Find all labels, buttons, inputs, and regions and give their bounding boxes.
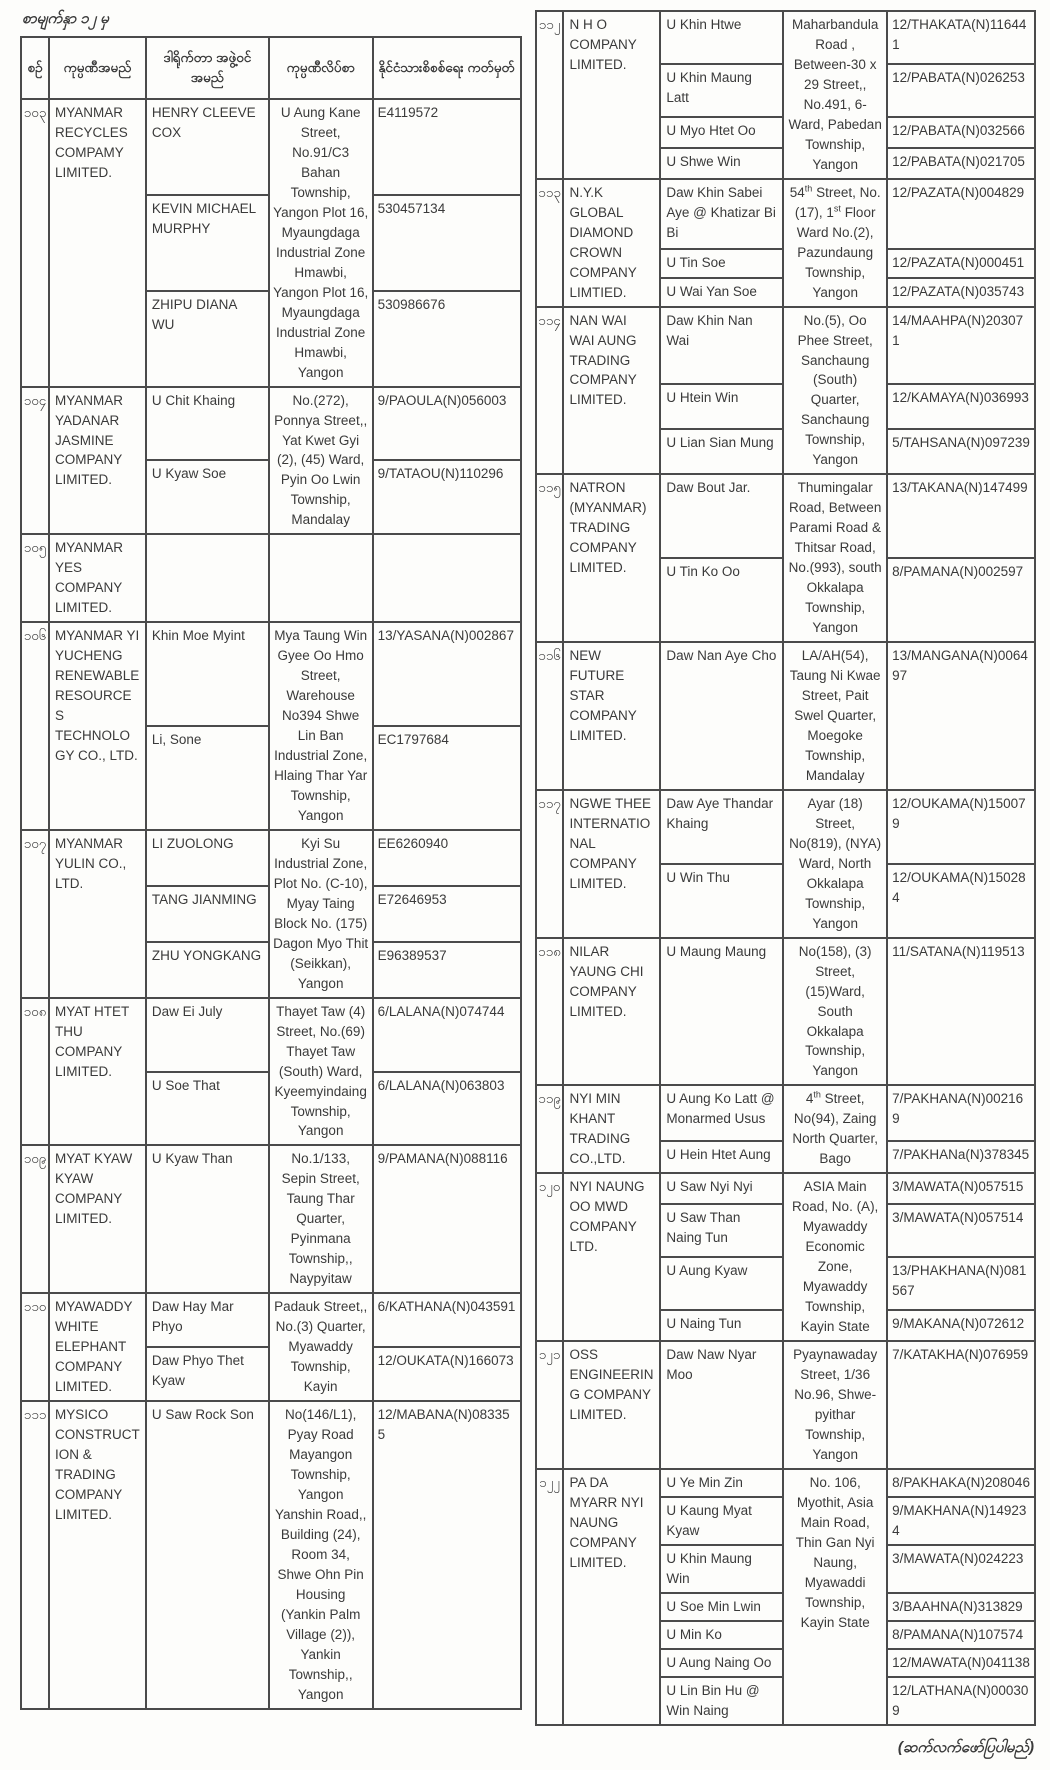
director-name: LI ZUOLONG — [146, 830, 269, 886]
company-name: MYANMAR YULIN CO., LTD. — [49, 830, 146, 998]
row-serial-number: ၁၁၃ — [536, 179, 564, 307]
nrc-number: 9/PAMANA(N)088116 — [373, 1145, 521, 1293]
company-name: NATRON (MYANMAR) TRADING COMPANY LIMITED. — [563, 474, 660, 642]
company-address: Mya Taung Win Gyee Oo Hmo Street, Warehouse No394 Shwe Lin Ban Industrial Zone, Hlaing Thar Yar Township, Yangon — [269, 622, 373, 830]
company-row — [21, 622, 521, 726]
company-address: LA/AH(54), Taung Ni Kwae Street, Pait Swel Quarter, Moegoke Township, Mandalay — [783, 642, 887, 790]
director-name: U Lian Sian Mung — [660, 429, 783, 474]
nrc-number: EE6260940 — [373, 830, 521, 886]
director-name: Daw Aye Thandar Khaing — [660, 790, 783, 864]
company-address: No. 106, Myothit, Asia Main Road, Thin Gan Nyi Naung, Myawaddi Township, Kayin State — [783, 1469, 887, 1725]
nrc-number: 13/MANGANA(N)006497 — [887, 642, 1035, 790]
nrc-number: 12/PAZATA(N)000451 — [887, 249, 1035, 278]
company-name: NAN WAI WAI AUNG TRADING COMPANY LIMITED. — [563, 307, 660, 475]
nrc-number: 530986676 — [373, 291, 521, 387]
company-name: MYANMAR YES COMPANY LIMITED. — [49, 534, 146, 622]
company-name: N H O COMPANY LIMITED. — [563, 11, 660, 179]
company-row — [536, 1085, 1036, 1140]
header-nrc-number: နိုင်ငံသားစိစစ်ရေး ကတ်မှတ် — [373, 37, 521, 99]
company-address: No.(272), Ponnya Street,, Yat Kwet Gyi (2), (45) Ward, Pyin Oo Lwin Township, Mandalay — [269, 387, 373, 535]
right-page-column — [535, 4, 1037, 1760]
director-name: U Saw Nyi Nyi — [660, 1173, 783, 1204]
nrc-number: 12/OUKAMA(N)150079 — [887, 790, 1035, 864]
nrc-number: 530457134 — [373, 195, 521, 291]
company-address: ASIA Main Road, No. (A), Myawaddy Economic Zone, Myawaddy Township, Kayin State — [783, 1173, 887, 1341]
company-address — [269, 534, 373, 622]
nrc-number: 6/LALANA(N)063803 — [373, 1072, 521, 1146]
company-table-right — [535, 10, 1037, 1726]
company-address: Ayar (18) Street, No(819), (NYA) Ward, North Okkalapa Township, Yangon — [783, 790, 887, 938]
nrc-number: 3/MAWATA(N)057514 — [887, 1204, 1035, 1257]
nrc-number: 12/PAZATA(N)004829 — [887, 179, 1035, 249]
director-name: U Htein Win — [660, 384, 783, 429]
header-company-address: ကုမ္ပဏီလိပ်စာ — [269, 37, 373, 99]
director-name: U Kyaw Than — [146, 1145, 269, 1293]
nrc-number: 14/MAAHPA(N)203071 — [887, 307, 1035, 384]
header-director-names: ဒါရိုက်တာ အဖွဲ့ဝင်အမည် — [146, 37, 269, 99]
row-serial-number: ၁၀၇ — [21, 830, 49, 998]
director-name: Daw Naw Nyar Moo — [660, 1341, 783, 1469]
nrc-number: 9/TATAOU(N)110296 — [373, 460, 521, 534]
director-name: U Wai Yan Soe — [660, 278, 783, 307]
nrc-number: 7/PAKHANa(N)378345 — [887, 1141, 1035, 1173]
director-name: Daw Hay Mar Phyo — [146, 1293, 269, 1347]
nrc-number: 9/MAKANA(N)072612 — [887, 1310, 1035, 1341]
header-serial-no: စဉ် — [21, 37, 49, 99]
company-row — [536, 790, 1036, 864]
nrc-number: E4119572 — [373, 99, 521, 195]
company-row — [21, 830, 521, 886]
nrc-number: 13/TAKANA(N)147499 — [887, 474, 1035, 558]
nrc-number: 12/KAMAYA(N)036993 — [887, 384, 1035, 429]
nrc-number: 11/SATANA(N)119513 — [887, 938, 1035, 1086]
nrc-number: 6/LALANA(N)074744 — [373, 998, 521, 1072]
director-name: Daw Bout Jar. — [660, 474, 783, 558]
nrc-number — [373, 534, 521, 622]
director-name: U Maung Maung — [660, 938, 783, 1086]
company-row — [536, 642, 1036, 790]
nrc-number: 12/PAZATA(N)035743 — [887, 278, 1035, 307]
row-serial-number: ၁၁၄ — [536, 307, 564, 475]
director-name: U Myo Htet Oo — [660, 117, 783, 148]
company-address: Kyi Su Industrial Zone, Plot No. (C-10), Myay Taing Block No. (175) Dagon Myo Thit (Seikkan), Yangon — [269, 830, 373, 998]
company-row — [21, 1145, 521, 1293]
nrc-number: 6/KATHANA(N)043591 — [373, 1293, 521, 1347]
nrc-number: 12/MAWATA(N)041138 — [887, 1649, 1035, 1677]
director-name: U Saw Than Naing Tun — [660, 1204, 783, 1257]
director-name: Daw Khin Nan Wai — [660, 307, 783, 384]
company-row — [21, 99, 521, 195]
company-name: NEW FUTURE STAR COMPANY LIMITED. — [563, 642, 660, 790]
company-name: NGWE THEE INTERNATIONAL COMPANY LIMITED. — [563, 790, 660, 938]
company-address: Padauk Street,, No.(3) Quarter, Myawaddy Township, Kayin — [269, 1293, 373, 1401]
row-serial-number: ၁၂၀ — [536, 1173, 564, 1341]
company-address: No(158), (3) Street, (15)Ward, South Okkalapa Township, Yangon — [783, 938, 887, 1086]
director-name: Daw Nan Aye Cho — [660, 642, 783, 790]
row-serial-number: ၁၁၉ — [536, 1085, 564, 1173]
row-serial-number: ၁၂၂ — [536, 1469, 564, 1725]
row-serial-number: ၁၁၁ — [21, 1401, 49, 1709]
director-name: HENRY CLEEVE COX — [146, 99, 269, 195]
row-serial-number: ၁၁၂ — [536, 11, 564, 179]
company-name: MYANMAR RECYCLES COMPAMY LIMITED. — [49, 99, 146, 387]
director-name: U Khin Maung Latt — [660, 64, 783, 117]
row-serial-number: ၁၁၇ — [536, 790, 564, 938]
company-address: 4th Street, No(94), Zaing North Quarter, Bago — [783, 1085, 887, 1173]
company-address: U Aung Kane Street, No.91/C3 Bahan Township, Yangon Plot 16, Myaungdaga Industrial Zone Hmawbi, Yangon Plot 16, Myaungdaga Industrial Zone Hmawbi, Yangon — [269, 99, 373, 387]
company-table-left — [20, 36, 522, 1710]
row-serial-number: ၁၀၃ — [21, 99, 49, 387]
director-name: U Aung Kyaw — [660, 1257, 783, 1310]
row-serial-number: ၁၁၈ — [536, 938, 564, 1086]
company-name: OSS ENGINEERING COMPANY LIMITED. — [563, 1341, 660, 1469]
nrc-number: 13/YASANA(N)002867 — [373, 622, 521, 726]
director-name: U Shwe Win — [660, 148, 783, 179]
director-name: Khin Moe Myint — [146, 622, 269, 726]
company-name: N.Y.K GLOBAL DIAMOND CROWN COMPANY LIMTIED. — [563, 179, 660, 307]
director-name: U Kaung Myat Kyaw — [660, 1497, 783, 1545]
director-name: Li, Sone — [146, 726, 269, 830]
company-address: No(146/L1), Pyay Road Mayangon Township, Yangon Yanshin Road,, Building (24), Room 34, Shwe Ohn Pin Housing (Yankin Palm Village (2)), Yankin Township,, Yangon — [269, 1401, 373, 1709]
company-address: No.(5), Oo Phee Street, Sanchaung (South) Quarter, Sanchaung Township, Yangon — [783, 307, 887, 475]
director-name: U Naing Tun — [660, 1310, 783, 1341]
row-serial-number: ၁၀၅ — [21, 534, 49, 622]
director-name — [146, 534, 269, 622]
nrc-number: EC1797684 — [373, 726, 521, 830]
nrc-number: 8/PAMANA(N)107574 — [887, 1621, 1035, 1649]
company-name: MYAT HTET THU COMPANY LIMITED. — [49, 998, 146, 1146]
director-name: Daw Ei July — [146, 998, 269, 1072]
nrc-number: 3/BAAHNA(N)313829 — [887, 1593, 1035, 1621]
company-name: NYI MIN KHANT TRADING CO.,LTD. — [563, 1085, 660, 1173]
header-company-name: ကုမ္ပဏီအမည် — [49, 37, 146, 99]
nrc-number: 12/OUKATA(N)166073 — [373, 1347, 521, 1401]
row-serial-number: ၁၀၈ — [21, 998, 49, 1146]
company-name: MYAT KYAW KYAW COMPANY LIMITED. — [49, 1145, 146, 1293]
nrc-number: 7/PAKHANA(N)002169 — [887, 1085, 1035, 1140]
director-name: U Khin Maung Win — [660, 1545, 783, 1593]
company-row — [536, 1469, 1036, 1497]
director-name: U Soe Min Lwin — [660, 1593, 783, 1621]
company-name: MYANMAR YADANAR JASMINE COMPANY LIMITED. — [49, 387, 146, 535]
nrc-number: 12/PABATA(N)026253 — [887, 64, 1035, 117]
company-address: Maharbandula Road , Between-30 x 29 Street,, No.491, 6-Ward, Pabedan Township, Yangon — [783, 11, 887, 179]
table-header-row — [21, 37, 521, 99]
page-continuation-note: စာမျက်နှာ ၁၂ မှ — [22, 10, 109, 27]
director-name: U Lin Bin Hu @ Win Naing — [660, 1677, 783, 1725]
nrc-number: 12/THAKATA(N)116441 — [887, 11, 1035, 64]
company-address: Pyaynawaday Street, 1/36 No.96, Shwe- pyithar Township, Yangon — [783, 1341, 887, 1469]
company-row — [21, 534, 521, 622]
company-row — [21, 998, 521, 1072]
director-name: ZHU YONGKANG — [146, 942, 269, 998]
nrc-number: 5/TAHSANA(N)097239 — [887, 429, 1035, 474]
nrc-number: 12/LATHANA(N)000309 — [887, 1677, 1035, 1725]
company-address: Thayet Taw (4) Street, No.(69) Thayet Taw (South) Ward, Kyeemyindaing Township, Yangon — [269, 998, 373, 1146]
company-row — [21, 387, 521, 461]
director-name: Daw Khin Sabei Aye @ Khatizar Bi Bi — [660, 179, 783, 249]
nrc-number: 8/PAMANA(N)002597 — [887, 558, 1035, 642]
company-row — [536, 179, 1036, 249]
director-name: U Kyaw Soe — [146, 460, 269, 534]
company-name: MYANMAR YI YUCHENG RENEWABLE RESOURCES TECHNOLOGY CO., LTD. — [49, 622, 146, 830]
row-serial-number: ၁၀၆ — [21, 622, 49, 830]
nrc-number: 13/PHAKHANA(N)081567 — [887, 1257, 1035, 1310]
director-name: U Aung Ko Latt @ Monarmed Usus — [660, 1085, 783, 1140]
director-name: ZHIPU DIANA WU — [146, 291, 269, 387]
director-name: U Khin Htwe — [660, 11, 783, 64]
company-name: MYAWADDY WHITE ELEPHANT COMPANY LIMITED. — [49, 1293, 146, 1401]
director-name: U Win Thu — [660, 864, 783, 938]
row-serial-number: ၁၀၄ — [21, 387, 49, 535]
nrc-number: 7/KATAKHA(N)076959 — [887, 1341, 1035, 1469]
nrc-number: 8/PAKHAKA(N)208046 — [887, 1469, 1035, 1497]
row-serial-number: ၁၁၅ — [536, 474, 564, 642]
nrc-number: 12/PABATA(N)021705 — [887, 148, 1035, 179]
company-address: 54th Street, No.(17), 1st Floor Ward No.(2), Pazundaung Township, Yangon — [783, 179, 887, 307]
company-name: NILAR YAUNG CHI COMPANY LIMITED. — [563, 938, 660, 1086]
company-row — [536, 1341, 1036, 1469]
nrc-number: 3/MAWATA(N)057515 — [887, 1173, 1035, 1204]
company-row — [536, 938, 1036, 1086]
director-name: U Chit Khaing — [146, 387, 269, 461]
company-row — [536, 1173, 1036, 1204]
director-name: U Saw Rock Son — [146, 1401, 269, 1709]
company-row — [21, 1293, 521, 1347]
director-name: U Soe That — [146, 1072, 269, 1146]
company-name: MYSICO CONSTRUCTION & TRADING COMPANY LIMITED. — [49, 1401, 146, 1709]
director-name: KEVIN MICHAEL MURPHY — [146, 195, 269, 291]
row-serial-number: ၁၁၀ — [21, 1293, 49, 1401]
nrc-number: E96389537 — [373, 942, 521, 998]
director-name: U Hein Htet Aung — [660, 1141, 783, 1173]
company-row — [21, 1401, 521, 1709]
nrc-number: E72646953 — [373, 886, 521, 942]
director-name: U Tin Soe — [660, 249, 783, 278]
company-name: PA DA MYARR NYI NAUNG COMPANY LIMITED. — [563, 1469, 660, 1725]
nrc-number: 9/MAKHANA(N)149234 — [887, 1497, 1035, 1545]
nrc-number: 12/MABANA(N)083355 — [373, 1401, 521, 1709]
nrc-number: 12/OUKAMA(N)150284 — [887, 864, 1035, 938]
director-name: U Min Ko — [660, 1621, 783, 1649]
director-name: U Aung Naing Oo — [660, 1649, 783, 1677]
director-name: U Tin Ko Oo — [660, 558, 783, 642]
row-serial-number: ၁၂၁ — [536, 1341, 564, 1469]
company-row — [536, 307, 1036, 384]
company-address: Thumingalar Road, Between Parami Road & Thitsar Road, No.(993), south Okkalapa Township, Yangon — [783, 474, 887, 642]
row-serial-number: ၁၀၉ — [21, 1145, 49, 1293]
left-page-column — [20, 4, 522, 1760]
nrc-number: 9/PAOULA(N)056003 — [373, 387, 521, 461]
company-name: NYI NAUNG OO MWD COMPANY LTD. — [563, 1173, 660, 1341]
company-row — [536, 11, 1036, 64]
director-name: TANG JIANMING — [146, 886, 269, 942]
company-row — [536, 474, 1036, 558]
row-serial-number: ၁၁၆ — [536, 642, 564, 790]
director-name: Daw Phyo Thet Kyaw — [146, 1347, 269, 1401]
nrc-number: 12/PABATA(N)032566 — [887, 117, 1035, 148]
to-be-continued-note: (ဆက်လက်ဖော်ပြပါမည်) — [897, 1738, 1034, 1756]
director-name: U Ye Min Zin — [660, 1469, 783, 1497]
nrc-number: 3/MAWATA(N)024223 — [887, 1545, 1035, 1593]
company-address: No.1/133, Sepin Street, Taung Thar Quarter, Pyinmana Township,, Naypyitaw — [269, 1145, 373, 1293]
